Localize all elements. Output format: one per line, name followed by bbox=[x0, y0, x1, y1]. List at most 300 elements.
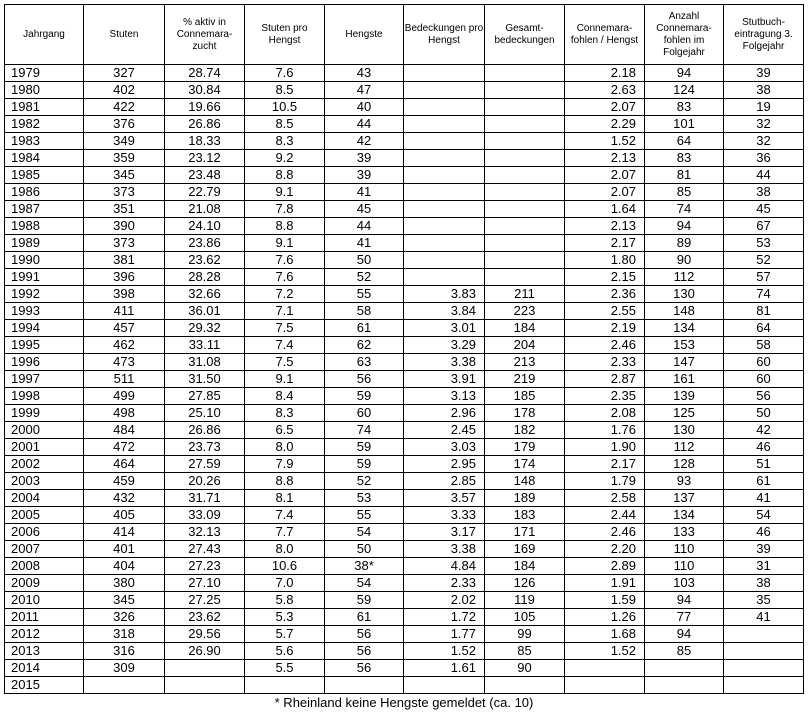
table-row bbox=[5, 150, 804, 167]
cell-stuten: 405 bbox=[84, 507, 165, 524]
cell-fohlen-pro-hengst: 2.17 bbox=[565, 456, 645, 473]
cell-hengste: 56 bbox=[325, 626, 404, 643]
cell-stutbuch bbox=[724, 643, 804, 660]
cell-jahrgang: 1984 bbox=[5, 150, 84, 167]
cell-stuten-pro-hengst: 7.1 bbox=[245, 303, 325, 320]
cell-pct-aktiv: 31.71 bbox=[165, 490, 245, 507]
cell-pct-aktiv: 23.73 bbox=[165, 439, 245, 456]
cell-stuten: 499 bbox=[84, 388, 165, 405]
cell-hengste: 54 bbox=[325, 575, 404, 592]
cell-stuten: 380 bbox=[84, 575, 165, 592]
cell-stutbuch: 38 bbox=[724, 184, 804, 201]
cell-hengste: 41 bbox=[325, 235, 404, 252]
cell-hengste: 45 bbox=[325, 201, 404, 218]
cell-stuten-pro-hengst: 8.4 bbox=[245, 388, 325, 405]
cell-gesamtbedeckungen bbox=[485, 677, 565, 694]
cell-anzahl-fohlen: 134 bbox=[645, 507, 724, 524]
cell-stuten-pro-hengst: 8.8 bbox=[245, 473, 325, 490]
cell-gesamtbedeckungen bbox=[485, 269, 565, 286]
table-body bbox=[5, 65, 804, 694]
cell-bedeckungen-pro-hengst bbox=[404, 677, 485, 694]
data-table-wrapper bbox=[4, 4, 804, 711]
cell-pct-aktiv: 20.26 bbox=[165, 473, 245, 490]
cell-jahrgang: 1988 bbox=[5, 218, 84, 235]
cell-fohlen-pro-hengst: 1.64 bbox=[565, 201, 645, 218]
cell-bedeckungen-pro-hengst bbox=[404, 99, 485, 116]
cell-stuten-pro-hengst: 7.6 bbox=[245, 269, 325, 286]
cell-stuten: 498 bbox=[84, 405, 165, 422]
cell-fohlen-pro-hengst: 1.52 bbox=[565, 643, 645, 660]
cell-stuten-pro-hengst: 8.5 bbox=[245, 116, 325, 133]
cell-gesamtbedeckungen bbox=[485, 235, 565, 252]
cell-bedeckungen-pro-hengst: 3.38 bbox=[404, 541, 485, 558]
cell-fohlen-pro-hengst bbox=[565, 677, 645, 694]
cell-hengste: 58 bbox=[325, 303, 404, 320]
cell-bedeckungen-pro-hengst: 4.84 bbox=[404, 558, 485, 575]
cell-gesamtbedeckungen: 185 bbox=[485, 388, 565, 405]
cell-stutbuch: 46 bbox=[724, 524, 804, 541]
table-row bbox=[5, 303, 804, 320]
cell-stuten: 345 bbox=[84, 592, 165, 609]
table-row bbox=[5, 201, 804, 218]
cell-jahrgang: 1985 bbox=[5, 167, 84, 184]
cell-hengste: 55 bbox=[325, 507, 404, 524]
cell-stuten: 472 bbox=[84, 439, 165, 456]
cell-hengste: 39 bbox=[325, 167, 404, 184]
cell-pct-aktiv bbox=[165, 677, 245, 694]
table-row bbox=[5, 490, 804, 507]
cell-stutbuch: 50 bbox=[724, 405, 804, 422]
cell-jahrgang: 1997 bbox=[5, 371, 84, 388]
cell-fohlen-pro-hengst: 2.58 bbox=[565, 490, 645, 507]
cell-gesamtbedeckungen: 105 bbox=[485, 609, 565, 626]
cell-fohlen-pro-hengst: 1.52 bbox=[565, 133, 645, 150]
cell-fohlen-pro-hengst: 1.90 bbox=[565, 439, 645, 456]
cell-stuten-pro-hengst: 5.3 bbox=[245, 609, 325, 626]
cell-anzahl-fohlen: 103 bbox=[645, 575, 724, 592]
cell-hengste: 59 bbox=[325, 388, 404, 405]
cell-stuten-pro-hengst: 7.9 bbox=[245, 456, 325, 473]
cell-gesamtbedeckungen: 85 bbox=[485, 643, 565, 660]
cell-jahrgang: 1995 bbox=[5, 337, 84, 354]
cell-stutbuch: 52 bbox=[724, 252, 804, 269]
cell-pct-aktiv: 26.86 bbox=[165, 116, 245, 133]
cell-stuten-pro-hengst: 7.4 bbox=[245, 507, 325, 524]
cell-pct-aktiv: 27.43 bbox=[165, 541, 245, 558]
cell-anzahl-fohlen: 90 bbox=[645, 252, 724, 269]
cell-stuten: 316 bbox=[84, 643, 165, 660]
cell-anzahl-fohlen: 139 bbox=[645, 388, 724, 405]
cell-jahrgang: 1994 bbox=[5, 320, 84, 337]
cell-pct-aktiv: 27.25 bbox=[165, 592, 245, 609]
cell-hengste: 55 bbox=[325, 286, 404, 303]
cell-stuten: 381 bbox=[84, 252, 165, 269]
cell-jahrgang: 1990 bbox=[5, 252, 84, 269]
cell-jahrgang: 1983 bbox=[5, 133, 84, 150]
cell-pct-aktiv: 32.66 bbox=[165, 286, 245, 303]
table-row bbox=[5, 320, 804, 337]
cell-stutbuch: 45 bbox=[724, 201, 804, 218]
cell-stutbuch: 39 bbox=[724, 541, 804, 558]
cell-fohlen-pro-hengst: 1.76 bbox=[565, 422, 645, 439]
cell-jahrgang: 2005 bbox=[5, 507, 84, 524]
cell-hengste: 56 bbox=[325, 643, 404, 660]
cell-jahrgang: 1999 bbox=[5, 405, 84, 422]
cell-pct-aktiv: 27.59 bbox=[165, 456, 245, 473]
cell-pct-aktiv: 36.01 bbox=[165, 303, 245, 320]
cell-anzahl-fohlen: 85 bbox=[645, 184, 724, 201]
cell-stutbuch: 56 bbox=[724, 388, 804, 405]
cell-stuten-pro-hengst: 7.7 bbox=[245, 524, 325, 541]
cell-pct-aktiv: 19.66 bbox=[165, 99, 245, 116]
cell-hengste: 63 bbox=[325, 354, 404, 371]
cell-gesamtbedeckungen bbox=[485, 82, 565, 99]
cell-stuten-pro-hengst: 8.5 bbox=[245, 82, 325, 99]
cell-stuten: 459 bbox=[84, 473, 165, 490]
cell-jahrgang: 2006 bbox=[5, 524, 84, 541]
cell-bedeckungen-pro-hengst bbox=[404, 65, 485, 82]
cell-jahrgang: 2001 bbox=[5, 439, 84, 456]
cell-bedeckungen-pro-hengst: 3.17 bbox=[404, 524, 485, 541]
cell-anzahl-fohlen: 77 bbox=[645, 609, 724, 626]
cell-hengste: 59 bbox=[325, 592, 404, 609]
table-row bbox=[5, 473, 804, 490]
cell-stutbuch: 51 bbox=[724, 456, 804, 473]
cell-bedeckungen-pro-hengst: 3.91 bbox=[404, 371, 485, 388]
table-row bbox=[5, 507, 804, 524]
table-row bbox=[5, 99, 804, 116]
cell-gesamtbedeckungen: 126 bbox=[485, 575, 565, 592]
cell-fohlen-pro-hengst: 1.26 bbox=[565, 609, 645, 626]
cell-stutbuch: 42 bbox=[724, 422, 804, 439]
cell-hengste: 47 bbox=[325, 82, 404, 99]
table-row bbox=[5, 609, 804, 626]
cell-hengste: 50 bbox=[325, 541, 404, 558]
cell-jahrgang: 2013 bbox=[5, 643, 84, 660]
cell-jahrgang: 2009 bbox=[5, 575, 84, 592]
cell-stuten: 473 bbox=[84, 354, 165, 371]
table-row bbox=[5, 269, 804, 286]
cell-stuten-pro-hengst: 7.5 bbox=[245, 320, 325, 337]
cell-pct-aktiv: 32.13 bbox=[165, 524, 245, 541]
cell-stutbuch: 60 bbox=[724, 371, 804, 388]
cell-gesamtbedeckungen: 223 bbox=[485, 303, 565, 320]
cell-jahrgang: 2003 bbox=[5, 473, 84, 490]
cell-stuten-pro-hengst: 8.0 bbox=[245, 439, 325, 456]
cell-gesamtbedeckungen: 183 bbox=[485, 507, 565, 524]
cell-stutbuch bbox=[724, 660, 804, 677]
cell-gesamtbedeckungen bbox=[485, 218, 565, 235]
cell-bedeckungen-pro-hengst: 3.83 bbox=[404, 286, 485, 303]
cell-stuten-pro-hengst: 5.6 bbox=[245, 643, 325, 660]
cell-stuten-pro-hengst: 8.3 bbox=[245, 133, 325, 150]
cell-anzahl-fohlen: 93 bbox=[645, 473, 724, 490]
cell-anzahl-fohlen: 64 bbox=[645, 133, 724, 150]
cell-stuten: 351 bbox=[84, 201, 165, 218]
cell-fohlen-pro-hengst: 2.44 bbox=[565, 507, 645, 524]
cell-gesamtbedeckungen: 90 bbox=[485, 660, 565, 677]
cell-gesamtbedeckungen: 148 bbox=[485, 473, 565, 490]
cell-fohlen-pro-hengst: 2.15 bbox=[565, 269, 645, 286]
cell-jahrgang: 1979 bbox=[5, 65, 84, 82]
cell-gesamtbedeckungen: 184 bbox=[485, 558, 565, 575]
cell-stutbuch: 53 bbox=[724, 235, 804, 252]
cell-jahrgang: 1991 bbox=[5, 269, 84, 286]
header-stuten: Stuten bbox=[84, 5, 165, 65]
cell-stuten bbox=[84, 677, 165, 694]
cell-fohlen-pro-hengst: 2.46 bbox=[565, 524, 645, 541]
cell-fohlen-pro-hengst: 2.55 bbox=[565, 303, 645, 320]
cell-pct-aktiv: 29.32 bbox=[165, 320, 245, 337]
cell-fohlen-pro-hengst: 2.08 bbox=[565, 405, 645, 422]
cell-hengste: 41 bbox=[325, 184, 404, 201]
cell-fohlen-pro-hengst: 2.63 bbox=[565, 82, 645, 99]
table-row bbox=[5, 439, 804, 456]
cell-pct-aktiv: 33.09 bbox=[165, 507, 245, 524]
cell-bedeckungen-pro-hengst bbox=[404, 150, 485, 167]
cell-anzahl-fohlen bbox=[645, 677, 724, 694]
table-row bbox=[5, 133, 804, 150]
cell-bedeckungen-pro-hengst: 3.84 bbox=[404, 303, 485, 320]
cell-stutbuch bbox=[724, 677, 804, 694]
cell-bedeckungen-pro-hengst: 3.13 bbox=[404, 388, 485, 405]
cell-stutbuch: 19 bbox=[724, 99, 804, 116]
cell-anzahl-fohlen: 110 bbox=[645, 558, 724, 575]
cell-stuten: 326 bbox=[84, 609, 165, 626]
cell-anzahl-fohlen: 94 bbox=[645, 626, 724, 643]
cell-gesamtbedeckungen: 213 bbox=[485, 354, 565, 371]
cell-anzahl-fohlen: 128 bbox=[645, 456, 724, 473]
cell-anzahl-fohlen: 124 bbox=[645, 82, 724, 99]
cell-gesamtbedeckungen bbox=[485, 150, 565, 167]
cell-gesamtbedeckungen bbox=[485, 167, 565, 184]
cell-hengste: 61 bbox=[325, 320, 404, 337]
cell-fohlen-pro-hengst: 1.91 bbox=[565, 575, 645, 592]
cell-hengste: 74 bbox=[325, 422, 404, 439]
cell-hengste: 54 bbox=[325, 524, 404, 541]
cell-gesamtbedeckungen: 204 bbox=[485, 337, 565, 354]
cell-anzahl-fohlen: 110 bbox=[645, 541, 724, 558]
table-row bbox=[5, 286, 804, 303]
cell-pct-aktiv: 31.50 bbox=[165, 371, 245, 388]
cell-stuten: 396 bbox=[84, 269, 165, 286]
cell-hengste: 43 bbox=[325, 65, 404, 82]
cell-stuten-pro-hengst: 7.0 bbox=[245, 575, 325, 592]
table-row bbox=[5, 116, 804, 133]
cell-bedeckungen-pro-hengst: 3.01 bbox=[404, 320, 485, 337]
cell-anzahl-fohlen: 112 bbox=[645, 269, 724, 286]
table-row bbox=[5, 252, 804, 269]
cell-fohlen-pro-hengst: 1.68 bbox=[565, 626, 645, 643]
cell-stuten-pro-hengst: 5.8 bbox=[245, 592, 325, 609]
footnote: * Rheinland keine Hengste gemeldet (ca. 10) bbox=[5, 694, 804, 712]
header-gesamtbedeckungen: Gesamt-bedeckungen bbox=[485, 5, 565, 65]
cell-stutbuch: 36 bbox=[724, 150, 804, 167]
table-row bbox=[5, 167, 804, 184]
cell-anzahl-fohlen: 94 bbox=[645, 65, 724, 82]
cell-fohlen-pro-hengst: 2.07 bbox=[565, 184, 645, 201]
cell-anzahl-fohlen: 161 bbox=[645, 371, 724, 388]
table-row bbox=[5, 643, 804, 660]
cell-bedeckungen-pro-hengst bbox=[404, 218, 485, 235]
cell-stutbuch: 74 bbox=[724, 286, 804, 303]
cell-anzahl-fohlen: 94 bbox=[645, 592, 724, 609]
table-row bbox=[5, 337, 804, 354]
cell-pct-aktiv: 18.33 bbox=[165, 133, 245, 150]
table-row bbox=[5, 184, 804, 201]
table-row bbox=[5, 677, 804, 694]
header-row bbox=[5, 5, 804, 65]
table-row bbox=[5, 371, 804, 388]
cell-hengste: 52 bbox=[325, 473, 404, 490]
cell-gesamtbedeckungen: 169 bbox=[485, 541, 565, 558]
cell-bedeckungen-pro-hengst: 3.57 bbox=[404, 490, 485, 507]
cell-fohlen-pro-hengst: 2.07 bbox=[565, 167, 645, 184]
cell-fohlen-pro-hengst: 2.07 bbox=[565, 99, 645, 116]
cell-stuten: 345 bbox=[84, 167, 165, 184]
cell-pct-aktiv: 21.08 bbox=[165, 201, 245, 218]
cell-anzahl-fohlen: 83 bbox=[645, 150, 724, 167]
cell-pct-aktiv: 25.10 bbox=[165, 405, 245, 422]
cell-fohlen-pro-hengst: 2.17 bbox=[565, 235, 645, 252]
cell-stuten-pro-hengst: 7.5 bbox=[245, 354, 325, 371]
cell-pct-aktiv: 23.48 bbox=[165, 167, 245, 184]
cell-stuten-pro-hengst: 8.0 bbox=[245, 541, 325, 558]
table-row bbox=[5, 235, 804, 252]
cell-bedeckungen-pro-hengst bbox=[404, 235, 485, 252]
cell-bedeckungen-pro-hengst: 3.03 bbox=[404, 439, 485, 456]
cell-stuten-pro-hengst: 7.8 bbox=[245, 201, 325, 218]
cell-stuten-pro-hengst: 10.6 bbox=[245, 558, 325, 575]
cell-fohlen-pro-hengst: 2.13 bbox=[565, 218, 645, 235]
cell-pct-aktiv: 24.10 bbox=[165, 218, 245, 235]
cell-gesamtbedeckungen bbox=[485, 252, 565, 269]
header-stuten-pro-hengst: Stuten pro Hengst bbox=[245, 5, 325, 65]
cell-pct-aktiv: 33.11 bbox=[165, 337, 245, 354]
cell-stutbuch: 32 bbox=[724, 133, 804, 150]
cell-pct-aktiv bbox=[165, 660, 245, 677]
cell-gesamtbedeckungen: 179 bbox=[485, 439, 565, 456]
footnote-row bbox=[5, 694, 804, 712]
table-row bbox=[5, 592, 804, 609]
cell-hengste: 52 bbox=[325, 269, 404, 286]
cell-pct-aktiv: 23.62 bbox=[165, 252, 245, 269]
cell-hengste: 44 bbox=[325, 116, 404, 133]
cell-anzahl-fohlen: 147 bbox=[645, 354, 724, 371]
cell-hengste: 42 bbox=[325, 133, 404, 150]
cell-hengste: 38* bbox=[325, 558, 404, 575]
cell-fohlen-pro-hengst: 2.33 bbox=[565, 354, 645, 371]
cell-jahrgang: 1982 bbox=[5, 116, 84, 133]
cell-hengste: 59 bbox=[325, 439, 404, 456]
table-row bbox=[5, 65, 804, 82]
cell-hengste: 53 bbox=[325, 490, 404, 507]
cell-fohlen-pro-hengst: 1.59 bbox=[565, 592, 645, 609]
cell-bedeckungen-pro-hengst bbox=[404, 269, 485, 286]
cell-jahrgang: 1980 bbox=[5, 82, 84, 99]
cell-gesamtbedeckungen: 182 bbox=[485, 422, 565, 439]
cell-bedeckungen-pro-hengst: 2.95 bbox=[404, 456, 485, 473]
cell-gesamtbedeckungen: 119 bbox=[485, 592, 565, 609]
cell-jahrgang: 1996 bbox=[5, 354, 84, 371]
cell-stuten: 414 bbox=[84, 524, 165, 541]
cell-stuten: 432 bbox=[84, 490, 165, 507]
table-row bbox=[5, 422, 804, 439]
cell-stuten-pro-hengst bbox=[245, 677, 325, 694]
cell-fohlen-pro-hengst: 2.46 bbox=[565, 337, 645, 354]
cell-stuten: 373 bbox=[84, 235, 165, 252]
cell-stutbuch: 38 bbox=[724, 575, 804, 592]
cell-gesamtbedeckungen bbox=[485, 99, 565, 116]
cell-pct-aktiv: 28.74 bbox=[165, 65, 245, 82]
cell-hengste: 60 bbox=[325, 405, 404, 422]
cell-pct-aktiv: 30.84 bbox=[165, 82, 245, 99]
header-stutbuch: Stutbuch-eintragung 3. Folgejahr bbox=[724, 5, 804, 65]
table-row bbox=[5, 218, 804, 235]
cell-stuten: 349 bbox=[84, 133, 165, 150]
cell-stuten: 411 bbox=[84, 303, 165, 320]
header-jahrgang: Jahrgang bbox=[5, 5, 84, 65]
table-row bbox=[5, 82, 804, 99]
table-row bbox=[5, 405, 804, 422]
cell-pct-aktiv: 28.28 bbox=[165, 269, 245, 286]
cell-bedeckungen-pro-hengst: 2.85 bbox=[404, 473, 485, 490]
cell-stutbuch: 38 bbox=[724, 82, 804, 99]
cell-fohlen-pro-hengst: 2.18 bbox=[565, 65, 645, 82]
cell-gesamtbedeckungen bbox=[485, 116, 565, 133]
cell-gesamtbedeckungen: 184 bbox=[485, 320, 565, 337]
table-row bbox=[5, 388, 804, 405]
cell-anzahl-fohlen: 112 bbox=[645, 439, 724, 456]
header-pct-aktiv: % aktiv in Connemara-zucht bbox=[165, 5, 245, 65]
cell-anzahl-fohlen: 153 bbox=[645, 337, 724, 354]
cell-gesamtbedeckungen: 174 bbox=[485, 456, 565, 473]
cell-anzahl-fohlen: 130 bbox=[645, 286, 724, 303]
cell-fohlen-pro-hengst: 1.79 bbox=[565, 473, 645, 490]
cell-hengste: 39 bbox=[325, 150, 404, 167]
cell-stutbuch: 44 bbox=[724, 167, 804, 184]
cell-stutbuch: 32 bbox=[724, 116, 804, 133]
cell-anzahl-fohlen: 134 bbox=[645, 320, 724, 337]
cell-jahrgang: 2014 bbox=[5, 660, 84, 677]
cell-pct-aktiv: 23.12 bbox=[165, 150, 245, 167]
cell-bedeckungen-pro-hengst bbox=[404, 167, 485, 184]
cell-gesamtbedeckungen bbox=[485, 184, 565, 201]
table-row bbox=[5, 626, 804, 643]
cell-pct-aktiv: 31.08 bbox=[165, 354, 245, 371]
connemara-statistics-table bbox=[4, 4, 804, 711]
cell-stutbuch: 41 bbox=[724, 609, 804, 626]
cell-stutbuch: 39 bbox=[724, 65, 804, 82]
cell-stutbuch bbox=[724, 626, 804, 643]
cell-stuten-pro-hengst: 9.1 bbox=[245, 184, 325, 201]
cell-pct-aktiv: 29.56 bbox=[165, 626, 245, 643]
cell-fohlen-pro-hengst bbox=[565, 660, 645, 677]
cell-anzahl-fohlen: 133 bbox=[645, 524, 724, 541]
table-row bbox=[5, 456, 804, 473]
cell-anzahl-fohlen: 125 bbox=[645, 405, 724, 422]
cell-fohlen-pro-hengst: 2.29 bbox=[565, 116, 645, 133]
cell-stutbuch: 60 bbox=[724, 354, 804, 371]
header-bedeckungen-pro-hengst: Bedeckungen pro Hengst bbox=[404, 5, 485, 65]
cell-fohlen-pro-hengst: 2.13 bbox=[565, 150, 645, 167]
cell-anzahl-fohlen: 137 bbox=[645, 490, 724, 507]
cell-anzahl-fohlen: 74 bbox=[645, 201, 724, 218]
cell-stuten-pro-hengst: 5.7 bbox=[245, 626, 325, 643]
cell-pct-aktiv: 22.79 bbox=[165, 184, 245, 201]
cell-jahrgang: 2004 bbox=[5, 490, 84, 507]
cell-stutbuch: 67 bbox=[724, 218, 804, 235]
